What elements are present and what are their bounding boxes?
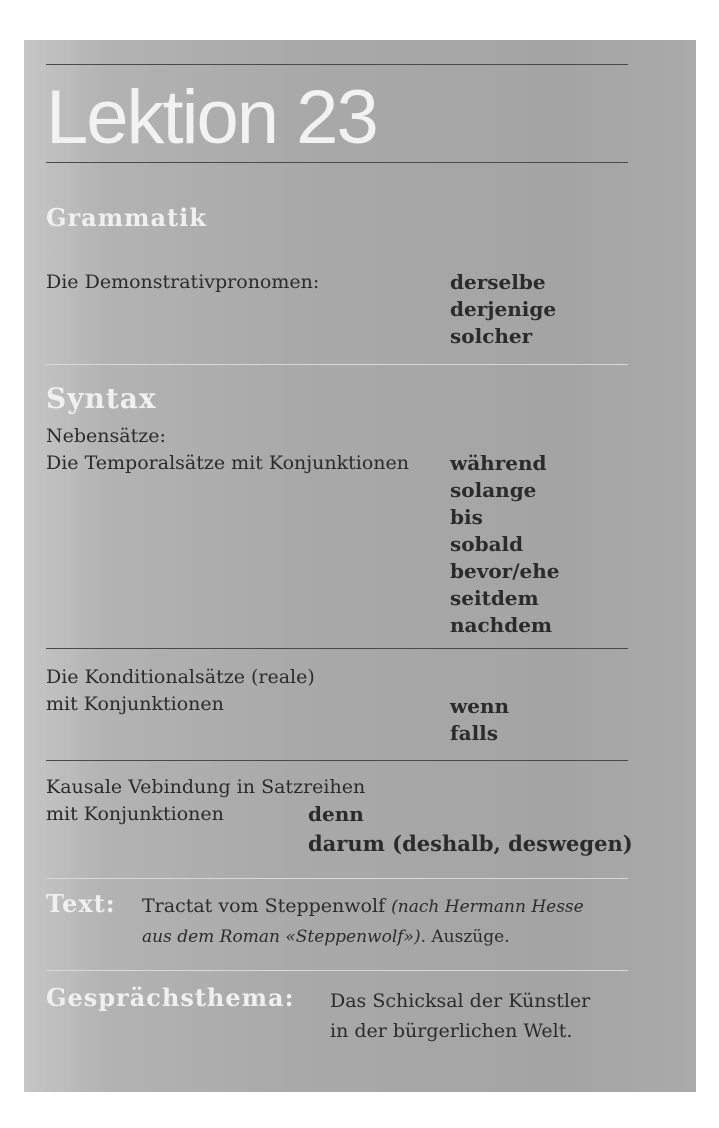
text-line2	[142, 924, 510, 951]
kausal-item: denn	[308, 802, 364, 826]
konditional-line1: Die Konditionalsätze (reale)	[46, 666, 315, 688]
kausal-line2: mit Konjunktionen	[46, 803, 224, 825]
title-rule	[46, 162, 628, 163]
syntax-item: sobald	[450, 532, 524, 556]
grammatik-list	[450, 269, 556, 350]
konditional-item: falls	[450, 721, 499, 745]
text-author: (nach Hermann Hesse	[391, 897, 584, 917]
text-suffix: . Auszüge.	[420, 927, 510, 947]
top-rule	[46, 64, 628, 65]
konditional-item: wenn	[450, 694, 510, 718]
gespraech-line1: Das Schicksal der Künstler	[330, 990, 591, 1012]
grammatik-item: derselbe	[450, 270, 546, 294]
gespraech-heading: Gesprächsthema:	[46, 983, 295, 1012]
divider	[46, 878, 628, 879]
syntax-sub: Nebensätze:	[46, 425, 166, 447]
divider	[46, 364, 628, 365]
text-title: Tractat vom Steppenwolf	[142, 895, 386, 917]
grammatik-label: Die Demonstrativpronomen:	[46, 271, 320, 293]
syntax-list	[450, 450, 560, 639]
syntax-item: nachdem	[450, 613, 553, 637]
text-source: aus dem Roman «Steppenwolf»)	[142, 927, 421, 947]
konditional-list	[450, 693, 509, 747]
syntax-heading: Syntax	[46, 382, 157, 415]
syntax-item: während	[450, 451, 547, 475]
gespraech-line2: in der bürgerlichen Welt.	[330, 1020, 573, 1042]
divider	[46, 648, 628, 649]
syntax-item: seitdem	[450, 586, 539, 610]
divider	[46, 760, 628, 761]
lesson-title: Lektion 23	[46, 75, 377, 160]
textbook-page	[24, 40, 696, 1092]
syntax-label: Die Temporalsätze mit Konjunktionen	[46, 452, 410, 474]
divider	[46, 970, 628, 971]
konditional-line2: mit Konjunktionen	[46, 693, 224, 715]
syntax-item: solange	[450, 478, 537, 502]
syntax-item: bis	[450, 505, 483, 529]
text-heading: Text:	[46, 889, 116, 918]
grammatik-item: derjenige	[450, 297, 557, 321]
grammatik-heading: Grammatik	[46, 203, 207, 232]
kausal-line1: Kausale Vebindung in Satzreihen	[46, 776, 366, 798]
text-line1	[142, 893, 584, 921]
grammatik-item: solcher	[450, 324, 533, 348]
syntax-item: bevor/ehe	[450, 559, 560, 583]
kausal-item: darum (deshalb, deswegen)	[308, 831, 633, 856]
